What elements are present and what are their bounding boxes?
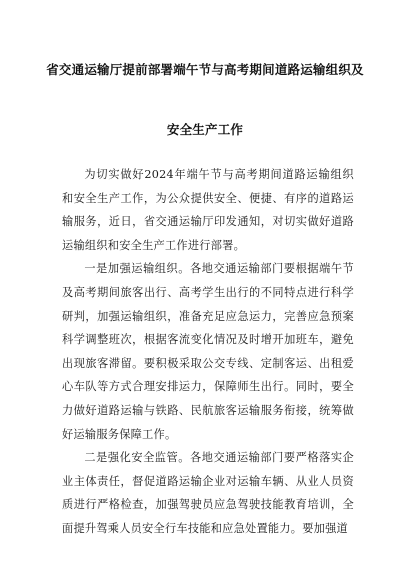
body-paragraph-safety-supervision: 二是强化安全监管。各地交通运输部门要严格落实企业主体责任，督促道路运输企业对运输车辆、从业人员资质进行严格检查，加强驾驶员应急驾驶技能教育培训，全面提升驾乘人员安全行车技能和应急处置能力。要加强道 xyxy=(62,451,354,535)
document-title-line-2: 安全生产工作 xyxy=(166,122,244,137)
document-body xyxy=(62,163,354,541)
document-title-line-1: 省交通运输厅提前部署端午节与高考期间道路运输组织及 xyxy=(46,62,364,77)
body-paragraph-transport-organization: 一是加强运输组织。各地交通运输部门要根据端午节及高考期间旅客出行、高考学生出行的不同特点进行科学研判，加强运输组织，准备充足应急运力，完善应急预案科学调整班次，根据客流变化情况及时增开加班车，避免出现旅客滞留。要积极采取公交专线、定制客运、出租爱心车队等方式合理安排运力，保障师生出行。同时，要全力做好道路运输与铁路、民航旅客运输服务衔接，统筹做好运输服务保障工作。 xyxy=(62,262,354,441)
body-paragraph-intro: 为切实做好2024年端午节与高考期间道路运输组织和安全生产工作，为公众提供安全、便捷、有序的道路运输服务，近日，省交通运输厅印发通知，对切实做好道路运输组织和安全生产工作进行部署。 xyxy=(62,168,354,252)
